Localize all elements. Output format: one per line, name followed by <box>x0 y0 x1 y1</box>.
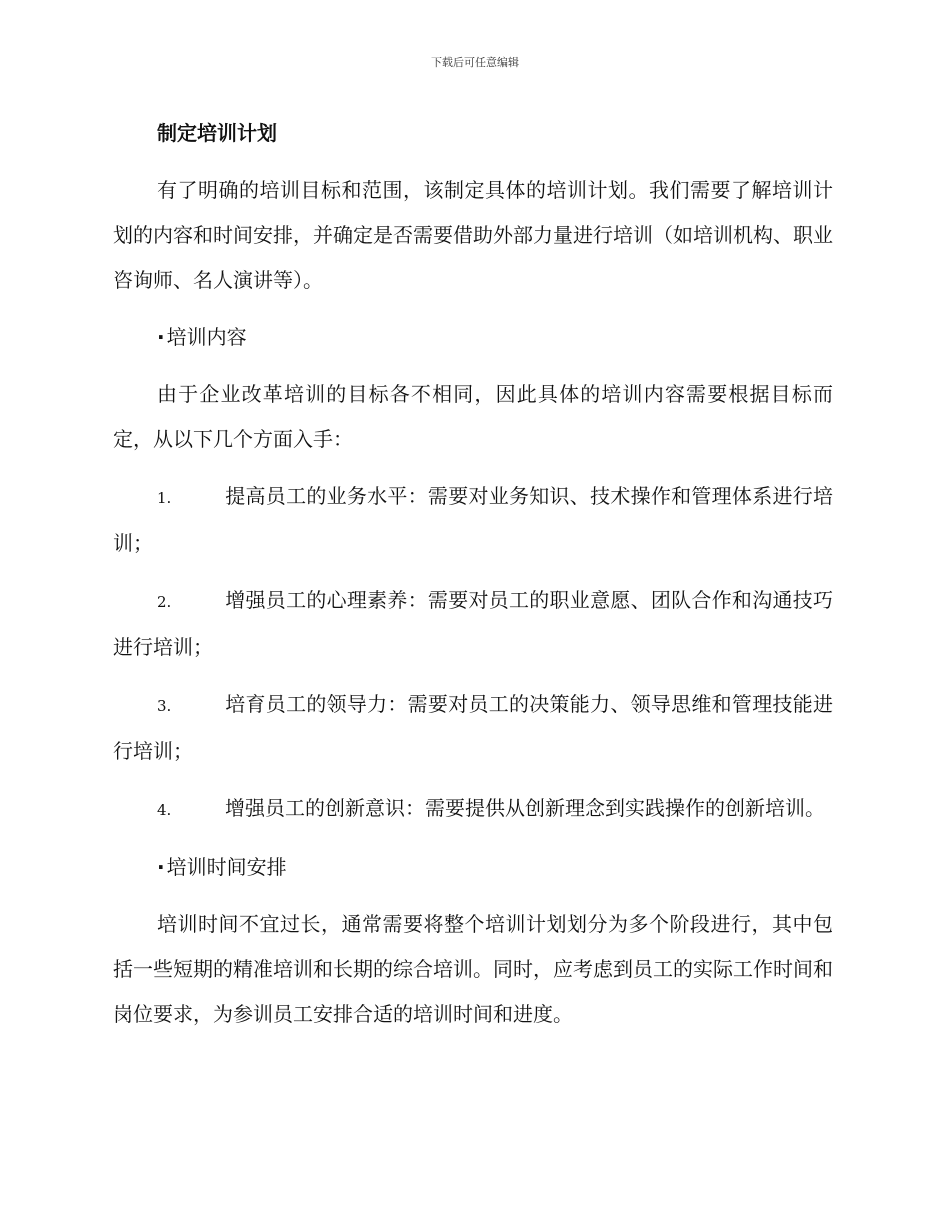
content-paragraph: 由于企业改革培训的目标各不相同，因此具体的培训内容需要根据目标而定，从以下几个方面入手： <box>113 382 833 451</box>
list-item-number: 4. <box>157 801 172 819</box>
list-item-number: 3. <box>157 697 172 715</box>
bullet-dot-icon: · <box>157 325 165 349</box>
schedule-paragraph: 培训时间不宜过长，通常需要将整个培训计划划分为多个阶段进行，其中包括一些短期的精准培训和长期的综合培训。同时，应考虑到员工的实际工作时间和岗位要求，为参训员工安排合适的培训时间和进度。 <box>113 912 833 1026</box>
page-header-note: 下载后可任意编辑 <box>431 56 519 69</box>
intro-paragraph: 有了明确的培训目标和范围，该制定具体的培训计划。我们需要了解培训计划的内容和时间安排，并确定是否需要借助外部力量进行培训（如培训机构、职业咨询师、名人演讲等）。 <box>113 178 833 292</box>
bullet-heading-label: 培训时间安排 <box>166 855 287 879</box>
bullet-dot-icon: · <box>157 855 165 879</box>
list-item-text: 增强员工的创新意识：需要提供从创新理念到实践操作的创新培训。 <box>225 796 825 820</box>
list-item-number: 2. <box>157 593 172 611</box>
list-item <box>113 474 833 566</box>
list-item-number: 1. <box>157 489 172 507</box>
list-item <box>113 578 833 670</box>
list-item-text: 提高员工的业务水平：需要对业务知识、技术操作和管理体系进行培训； <box>113 484 833 555</box>
list-item <box>113 786 833 833</box>
bullet-heading-label: 培训内容 <box>166 325 247 349</box>
section-title: 制定培训计划 <box>157 121 277 145</box>
bullet-heading-content <box>113 315 833 360</box>
document-body <box>113 111 833 1049</box>
list-item-text: 培育员工的领导力：需要对员工的决策能力、领导思维和管理技能进行培训； <box>113 692 833 763</box>
bullet-heading-schedule <box>113 845 833 890</box>
list-item-text: 增强员工的心理素养：需要对员工的职业意愿、团队合作和沟通技巧进行培训； <box>113 588 833 659</box>
list-item <box>113 682 833 774</box>
